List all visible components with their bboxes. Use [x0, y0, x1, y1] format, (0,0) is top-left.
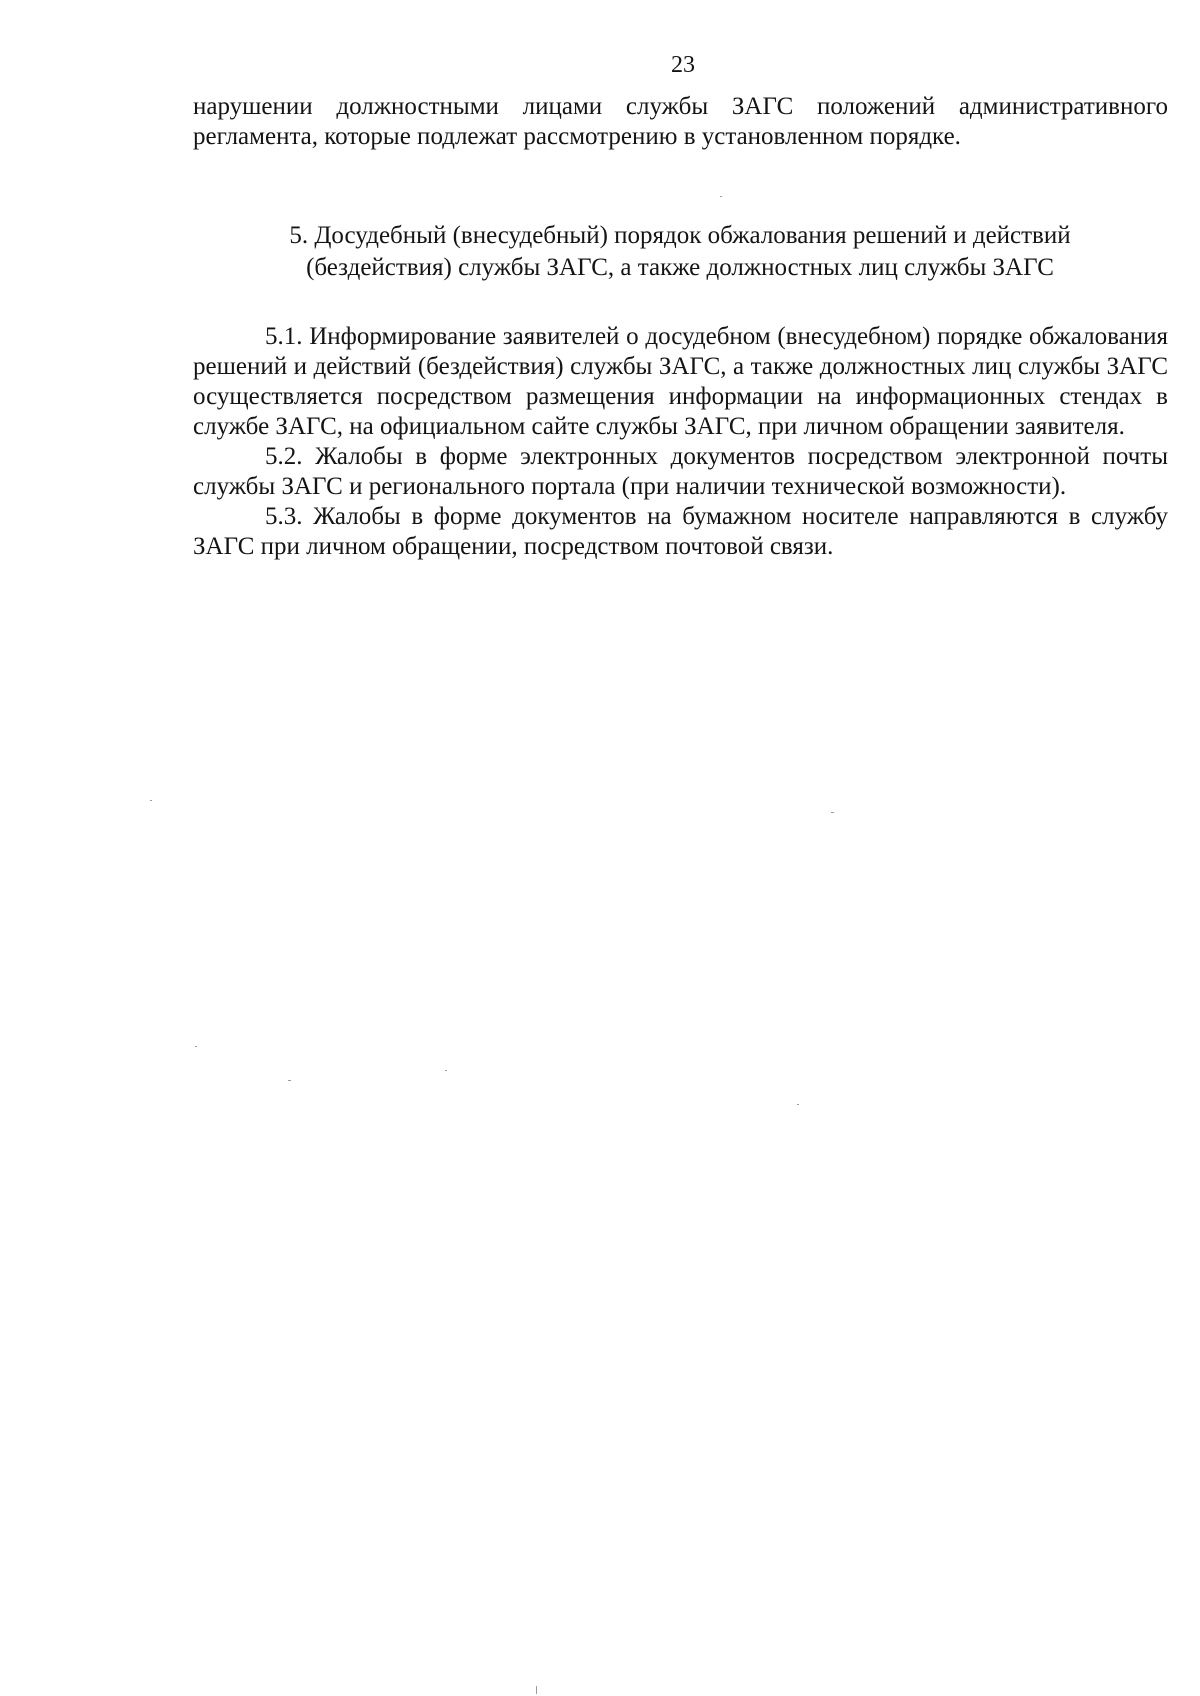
scan-speck: [536, 1686, 537, 1694]
scan-speck: [720, 196, 722, 197]
scan-speck: [797, 1104, 799, 1105]
continuation-text-block: [193, 92, 1168, 152]
section-heading: 5. Досудебный (внесудебный) порядок обжалования решений и действий (бездействия) службы ЗАГС, а также должностных лиц службы ЗАГС: [289, 222, 1071, 281]
paragraph-5-3: 5.3. Жалобы в форме документов на бумажном носителе направляются в службу ЗАГС при личном обращении, посредством почтовой связи.: [193, 503, 1168, 560]
scan-speck: [445, 1070, 447, 1071]
continuation-paragraph: нарушении должностными лицами службы ЗАГС положений административного регламента, которые подлежат рассмотрению в установленном порядке.: [193, 93, 1168, 150]
scan-speck: [288, 1080, 291, 1081]
section-body: [193, 322, 1168, 562]
paragraph-5-2: 5.2. Жалобы в форме электронных документов посредством электронной почты службы ЗАГС и регионального портала (при наличии технической возможности).: [193, 443, 1168, 500]
scan-speck: [195, 1046, 197, 1047]
page-number: 23: [671, 52, 695, 78]
paragraph-5-1: 5.1. Информирование заявителей о досудебном (внесудебном) порядке обжалования решений и действий (бездействия) службы ЗАГС, а также должностных лиц службы ЗАГС осуществляется посредством размещения информации на информационных стендах в службе ЗАГС, на официальном сайте службы ЗАГС, при личном обращении заявителя.: [193, 323, 1168, 440]
scan-speck: [831, 812, 834, 813]
scan-speck: [150, 800, 152, 801]
